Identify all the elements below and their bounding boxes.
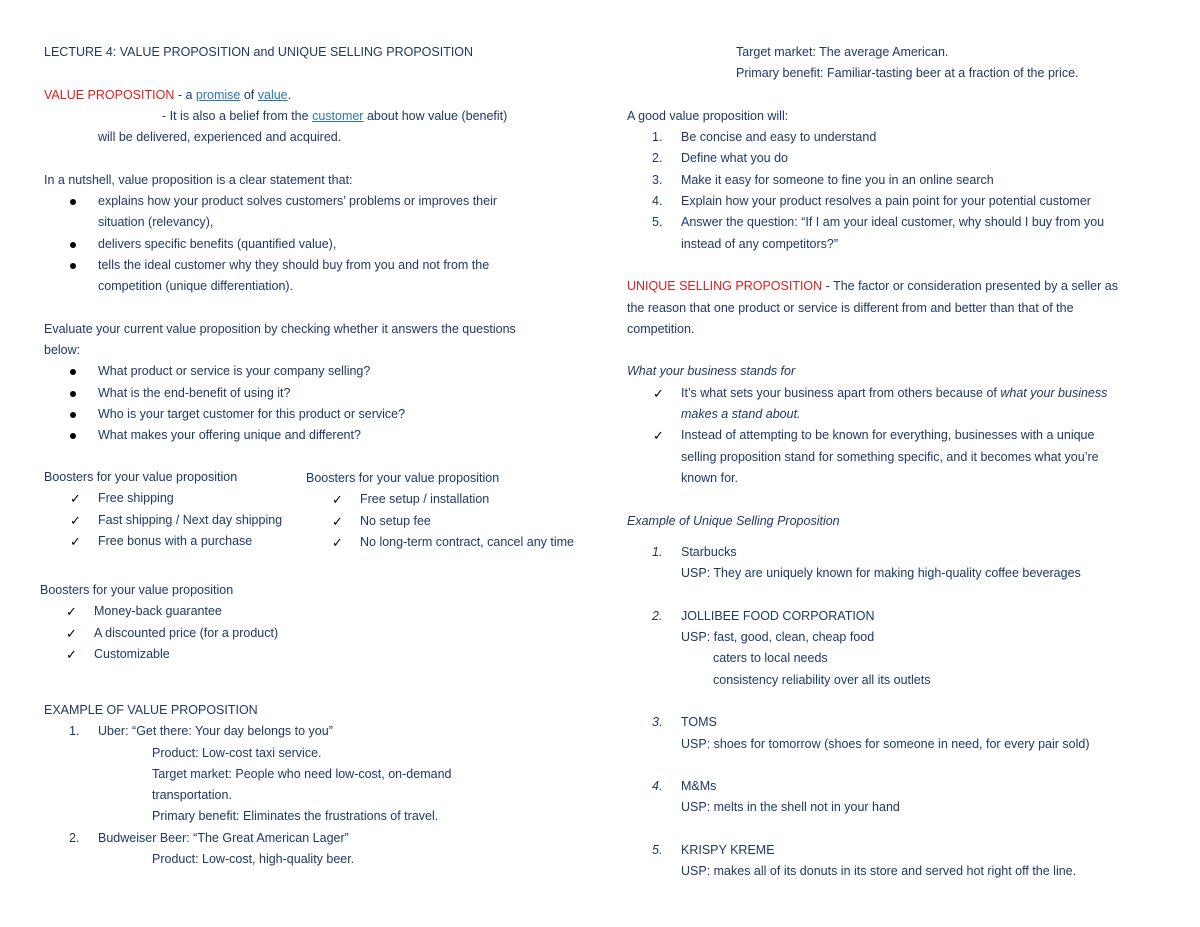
lecture-title: LECTURE 4: VALUE PROPOSITION and UNIQUE SELLING PROPOSITION	[44, 45, 474, 59]
usp-example-name: TOMS	[681, 715, 717, 730]
checkmark-icon: ✓	[70, 491, 81, 507]
boosters-heading: Boosters for your value proposition	[44, 470, 238, 484]
example-line: Product: Low-cost, high-quality beer.	[152, 852, 355, 867]
usp-example-line: USP: They are uniquely known for making high-quality coffee beverages	[681, 566, 1081, 581]
booster-item: No long-term contract, cancel any time	[360, 534, 574, 549]
bullet-icon	[70, 263, 76, 269]
example-line: transportation.	[152, 788, 232, 803]
nutshell-item-1b: situation (relevancy),	[98, 215, 214, 230]
list-item	[44, 488, 304, 509]
list-item	[627, 425, 1177, 489]
example-cont-line: Primary benefit: Familiar-tasting beer at a fraction of the price.	[736, 66, 1079, 81]
booster-item: A discounted price (for a product)	[94, 625, 279, 640]
good-item: Be concise and easy to understand	[681, 130, 877, 145]
list-item	[44, 404, 604, 425]
nutshell-item-1a: explains how your product solves customers’ problems or improves their	[98, 194, 498, 209]
good-vp-intro: A good value proposition will:	[627, 108, 789, 123]
checkmark-icon: ✓	[66, 646, 77, 662]
bullet-icon	[70, 412, 76, 418]
list-item	[627, 383, 1177, 426]
checkmark-icon: ✓	[66, 604, 77, 620]
list-item	[627, 170, 1177, 191]
checkmark-icon: ✓	[332, 492, 343, 508]
booster-item: Fast shipping / Next day shipping	[98, 512, 283, 527]
checkmark-icon: ✓	[653, 385, 664, 401]
checkmark-icon: ✓	[332, 534, 343, 550]
bullet-icon	[70, 391, 76, 397]
list-item	[44, 828, 604, 871]
usp-examples-heading: Example of Unique Selling Proposition	[627, 513, 840, 528]
boosters-heading: Boosters for your value proposition	[306, 471, 500, 485]
good-item: Make it easy for someone to fine you in an online search	[681, 172, 994, 187]
list-number: 1.	[652, 130, 663, 145]
list-item	[627, 712, 1177, 755]
list-item	[627, 191, 1177, 212]
booster-item: Free bonus with a purchase	[98, 533, 253, 548]
list-number: 5.	[652, 842, 663, 857]
vp-belief-a: - It is also a belief from the	[162, 108, 313, 123]
good-item: Answer the question: “If I am your ideal customer, why should I buy from you	[681, 215, 1105, 230]
usp-def-c: competition.	[627, 321, 695, 336]
promise-link[interactable]: promise	[195, 87, 241, 102]
list-number: 2.	[652, 608, 663, 623]
boosters-group-3	[40, 580, 340, 665]
left-column	[44, 42, 604, 447]
vp-definition	[44, 85, 604, 106]
list-item	[40, 601, 340, 622]
list-number: 4.	[652, 779, 663, 794]
nutshell-intro: In a nutshell, value proposition is a clear statement that:	[44, 172, 353, 187]
usp-example-line: USP: fast, good, clean, cheap food	[681, 630, 875, 645]
customer-link[interactable]: customer	[312, 108, 364, 123]
stands-2: Instead of attempting to be known for everything, businesses with a unique	[681, 428, 1095, 443]
stands-2: selling proposition stand for something specific, and it becomes what you’re	[681, 449, 1099, 464]
list-item	[44, 234, 604, 255]
list-number: 5.	[652, 215, 663, 230]
example-line: Target market: People who need low-cost, on-demand	[152, 766, 452, 781]
list-item	[627, 776, 1177, 819]
usp-example-line: consistency reliability over all its outlets	[713, 672, 931, 687]
value-link[interactable]: value	[257, 87, 288, 102]
vp-label: VALUE PROPOSITION	[44, 87, 175, 102]
usp-definition	[627, 276, 1177, 297]
list-item	[44, 531, 304, 552]
usp-label: UNIQUE SELLING PROPOSITION	[627, 279, 823, 294]
list-item	[627, 606, 1177, 691]
vp-belief	[44, 106, 604, 127]
nutshell-item-3b: competition (unique differentiation).	[98, 279, 294, 294]
list-number: 1.	[69, 724, 80, 739]
list-item	[44, 255, 604, 298]
examples-heading: EXAMPLE OF VALUE PROPOSITION	[44, 703, 258, 717]
evaluate-intro: Evaluate your current value proposition by checking whether it answers the questions	[44, 321, 516, 336]
checkmark-icon: ✓	[332, 513, 343, 529]
list-item	[44, 721, 604, 827]
usp-example-line: USP: makes all of its donuts in its store and served hot right off the line.	[681, 864, 1077, 879]
booster-item: No setup fee	[360, 513, 431, 528]
boosters-group-1	[44, 467, 304, 552]
vp-belief-b: about how value (benefit)	[363, 108, 508, 123]
stands-2: known for.	[681, 470, 738, 485]
list-item	[44, 510, 304, 531]
vp-dash: - a	[174, 87, 196, 102]
list-number: 2.	[652, 151, 663, 166]
usp-def-b: the reason that one product or service is different from and better than that of the	[627, 300, 1074, 315]
usp-example-name: JOLLIBEE FOOD CORPORATION	[681, 608, 875, 623]
stands-heading: What your business stands for	[627, 364, 796, 379]
list-item	[44, 191, 604, 234]
list-item	[627, 212, 1177, 255]
usp-example-line: caters to local needs	[713, 651, 828, 666]
list-item	[627, 127, 1177, 148]
list-item	[44, 383, 604, 404]
list-item	[627, 542, 1177, 585]
checkmark-icon: ✓	[70, 512, 81, 528]
list-number: 1.	[652, 544, 663, 559]
evaluate-intro-cont: below:	[44, 343, 81, 358]
list-item	[306, 532, 606, 553]
nutshell-item-3a: tells the ideal customer why they should buy from you and not from the	[98, 257, 490, 272]
list-item	[44, 425, 604, 446]
example-title: Budweiser Beer: “The Great American Lager”	[98, 830, 349, 845]
example-title: Uber: “Get there: Your day belongs to you”	[98, 724, 333, 739]
usp-example-name: Starbucks	[681, 544, 737, 559]
list-item	[627, 148, 1177, 169]
list-item	[627, 840, 1177, 883]
nutshell-item-2: delivers specific benefits (quantified value),	[98, 236, 337, 251]
stands-1a: It’s what sets your business apart from others because of	[681, 385, 1001, 400]
checkmark-icon: ✓	[653, 428, 664, 444]
list-item	[40, 644, 340, 665]
booster-item: Free shipping	[98, 491, 174, 506]
example-line: Product: Low-cost taxi service.	[152, 745, 322, 760]
bullet-icon	[70, 433, 76, 439]
right-column	[627, 42, 1177, 883]
good-item: Define what you do	[681, 151, 789, 166]
list-number: 2.	[69, 830, 80, 845]
vp-belief-cont: will be delivered, experienced and acquired.	[98, 130, 342, 145]
boosters-group-2	[306, 468, 606, 553]
usp-example-line: USP: melts in the shell not in your hand	[681, 800, 900, 815]
evaluate-item: Who is your target customer for this product or service?	[98, 407, 406, 422]
vp-of: of	[240, 87, 258, 102]
evaluate-item: What product or service is your company selling?	[98, 364, 371, 379]
boosters-heading: Boosters for your value proposition	[40, 583, 234, 597]
booster-item: Free setup / installation	[360, 492, 490, 507]
usp-example-name: M&Ms	[681, 779, 717, 794]
evaluate-item: What is the end-benefit of using it?	[98, 385, 291, 400]
vp-period: .	[287, 87, 292, 102]
usp-def-a: - The factor or consideration presented by a seller as	[822, 279, 1118, 294]
list-item	[40, 623, 340, 644]
good-item-cont: instead of any competitors?”	[681, 236, 839, 251]
list-number: 4.	[652, 194, 663, 209]
good-item: Explain how your product resolves a pain point for your potential customer	[681, 194, 1091, 209]
list-number: 3.	[652, 715, 663, 730]
example-line: Primary benefit: Eliminates the frustrations of travel.	[152, 809, 439, 824]
bullet-icon	[70, 242, 76, 248]
checkmark-icon: ✓	[66, 625, 77, 641]
vp-examples	[44, 700, 604, 870]
booster-item: Customizable	[94, 646, 170, 661]
usp-example-line: USP: shoes for tomorrow (shoes for someone in need, for every pair sold)	[681, 736, 1090, 751]
stands-1b: what your business	[1000, 385, 1108, 400]
list-item	[306, 511, 606, 532]
evaluate-item: What makes your offering unique and different?	[98, 428, 361, 443]
checkmark-icon: ✓	[70, 533, 81, 549]
stands-1c: makes a stand about.	[681, 407, 801, 422]
bullet-icon	[70, 199, 76, 205]
example-cont-line: Target market: The average American.	[736, 45, 949, 59]
list-item	[44, 361, 604, 382]
booster-item: Money-back guarantee	[94, 604, 222, 619]
usp-example-name: KRISPY KREME	[681, 842, 775, 857]
list-number: 3.	[652, 172, 663, 187]
bullet-icon	[70, 369, 76, 375]
list-item	[306, 489, 606, 510]
